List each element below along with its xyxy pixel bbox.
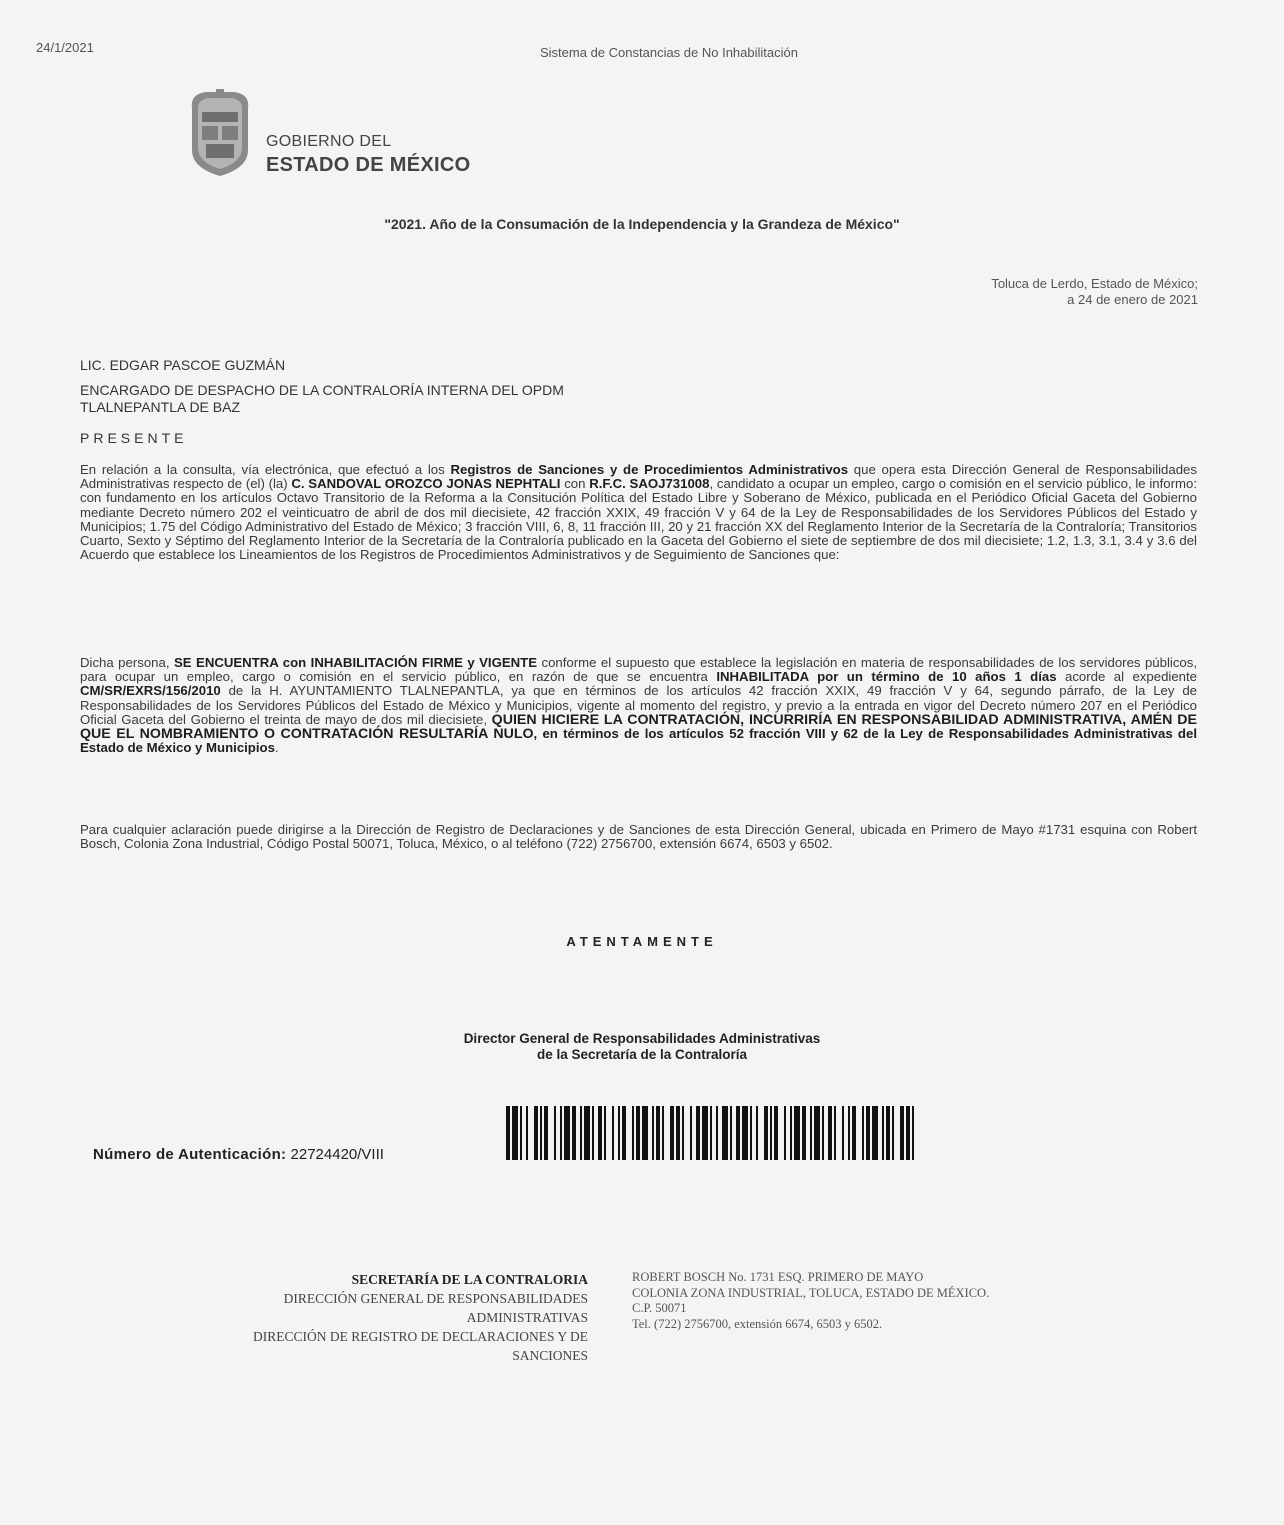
addressee-location: TLALNEPANTLA DE BAZ — [80, 399, 241, 415]
text: , candidato a ocupar un empleo, cargo o comisión en el servicio público, le informo: con fundamento en los artículos Octavo Transitorio de la Reforma a la Consitución Política del Estado Libre y Soberano de México, publicada en el Periódico Oficial Gaceta del Gobierno mediante Decreto número 202 el veinticuatro de abril de dos mil diecisiete, 42 fracción XXIX, 49 fracción V y 64 de la Ley de Responsabilidades de los Servidores Públicos del Estado y Municipios; 1.75 del Código Administrativo del Estado de México; 3 fracción VIII, 6, 8, 11 fracción III, 20 y 21 fracción XX del Reglamento Interior de la Secretaría de la Contraloría; Transitorios Cuarto, Sexto y Séptimo del Reglamento Interior de la Secretaría de la Contraloría publicado en la Gaceta del Gobierno el siete de septiembre de dos mil diecisiete; 1.2, 1.3, 3.1, 3.4 y 3.6 del Acuerdo que establece los Lineamientos de los Registros de Procedimientos Administrativos y de Seguimiento de Sanciones que: — [80, 476, 1197, 563]
signer — [0, 1031, 1284, 1063]
gov-line-1: GOBIERNO DEL — [266, 133, 392, 150]
place-date — [991, 276, 1198, 308]
system-title: Sistema de Constancias de No Inhabilitación — [540, 45, 798, 60]
signer-dept: de la Secretaría de la Contraloría — [536, 1047, 748, 1062]
legal-reference: , en términos de los artículos 52 fracción VIII y 62 de la Ley de Responsabilidades Administrativas del Estado de México y Municipios — [80, 726, 1197, 756]
addressee-position: ENCARGADO DE DESPACHO DE LA CONTRALORÍA INTERNA DEL OPDM — [80, 382, 564, 398]
authentication-number — [93, 1146, 384, 1163]
text: con — [560, 476, 590, 492]
text: de la H. AYUNTAMIENTO TLALNEPANTLA, ya que en términos de los artículos 42 fracción XXIX, 49 fracción V y 64, segundo párrafo, de la Ley de Responsabilidades de los Servidores Públicos del Estado de México y Municipios, vigente al momento del registro, y previo a la entrada en vigor del Decreto número 207 en el Periódico Oficial Gaceta del Gobierno el treinta de mayo de dos mil diecisiete, — [80, 683, 1197, 727]
text: Dicha persona, — [80, 655, 174, 670]
footer-line: DIRECCIÓN GENERAL DE RESPONSABILIDADES — [283, 1291, 588, 1306]
date-line: a 24 de enero de 2021 — [1067, 292, 1198, 307]
footer-line: C.P. 50071 — [632, 1301, 687, 1315]
print-date: 24/1/2021 — [36, 40, 94, 55]
state-coat-of-arms-icon — [180, 88, 260, 178]
salutation: PRESENTE — [80, 430, 188, 446]
paragraph-finding — [80, 656, 1197, 755]
footer-entity — [140, 1270, 588, 1365]
paragraph-consultation — [80, 463, 1197, 562]
text: acorde al expediente — [1056, 669, 1197, 685]
text: . — [274, 740, 279, 756]
footer-line: DIRECCIÓN DE REGISTRO DE DECLARACIONES Y DE — [253, 1329, 588, 1344]
status-emphasis: SE ENCUENTRA con INHABILITACIÓN FIRME y VIGENTE — [173, 655, 538, 670]
emphasis: Registros de Sanciones y de Procedimientos Administrativos — [450, 462, 849, 477]
year-motto: "2021. Año de la Consumación de la Independencia y la Grandeza de México" — [384, 216, 900, 232]
addressee — [80, 357, 564, 416]
case-number: CM/SR/EXRS/156/2010 — [80, 683, 221, 699]
addressee-name: LIC. EDGAR PASCOE GUZMÁN — [80, 357, 286, 373]
barcode-icon — [506, 1106, 916, 1160]
paragraph-contact: Para cualquier aclaración puede dirigirse a la Dirección de Registro de Declaraciones y de Sanciones de esta Dirección General, ubicada en Primero de Mayo #1731 esquina con Robert Bosch, Colonia Zona Industrial, Código Postal 50071, Toluca, México, o al teléfono (722) 2756700, extensión 6674, 6503 y 6502. — [80, 822, 1197, 852]
footer-line: ADMINISTRATIVAS — [466, 1310, 588, 1325]
footer-address — [632, 1270, 1152, 1332]
gov-line-2: ESTADO DE MÉXICO — [266, 154, 471, 176]
person-name: C. SANDOVAL OROZCO JONAS NEPHTALI — [291, 476, 561, 492]
footer-line: Tel. (722) 2756700, extensión 6674, 6503 y 6502. — [632, 1316, 883, 1331]
footer-line: ROBERT BOSCH No. 1731 ESQ. PRIMERO DE MAYO — [632, 1270, 924, 1284]
auth-label: Número de Autenticación: — [93, 1146, 287, 1163]
footer-line: SANCIONES — [512, 1348, 588, 1363]
term-emphasis: INHABILITADA por un término de 10 años 1 días — [716, 669, 1057, 685]
text: que opera esta Dirección General de Responsabilidades Administrativas respecto de (el) (la) — [80, 462, 1197, 492]
text: conforme el supuesto que establece la legislación en materia de responsabilidades de los servidores públicos, para ocupar un empleo, cargo o comisión en el servicio público, en razón de que se encuentra — [80, 655, 1197, 685]
text: En relación a la consulta, vía electrónica, que efectuó a los — [80, 462, 451, 477]
footer-line: COLONIA ZONA INDUSTRIAL, TOLUCA, ESTADO DE MÉXICO. — [632, 1285, 990, 1300]
place-line: Toluca de Lerdo, Estado de México; — [991, 276, 1198, 291]
warning-emphasis: QUIEN HICIERE LA CONTRATACIÓN, INCURRIRÍA EN RESPONSABILIDAD ADMINISTRATIVA, AMÉN DE QUE EL NOMBRAMIENTO O CONTRATACIÓN RESULTARÍA NULO — [80, 711, 1197, 743]
footer-line: SECRETARÍA DE LA CONTRALORIA — [351, 1272, 588, 1287]
closing: ATENTAMENTE — [566, 934, 718, 949]
auth-value: 22724420/VIII — [290, 1146, 384, 1163]
rfc: R.F.C. SAOJ731008 — [589, 476, 710, 492]
signer-title: Director General de Responsabilidades Administrativas — [463, 1031, 821, 1046]
